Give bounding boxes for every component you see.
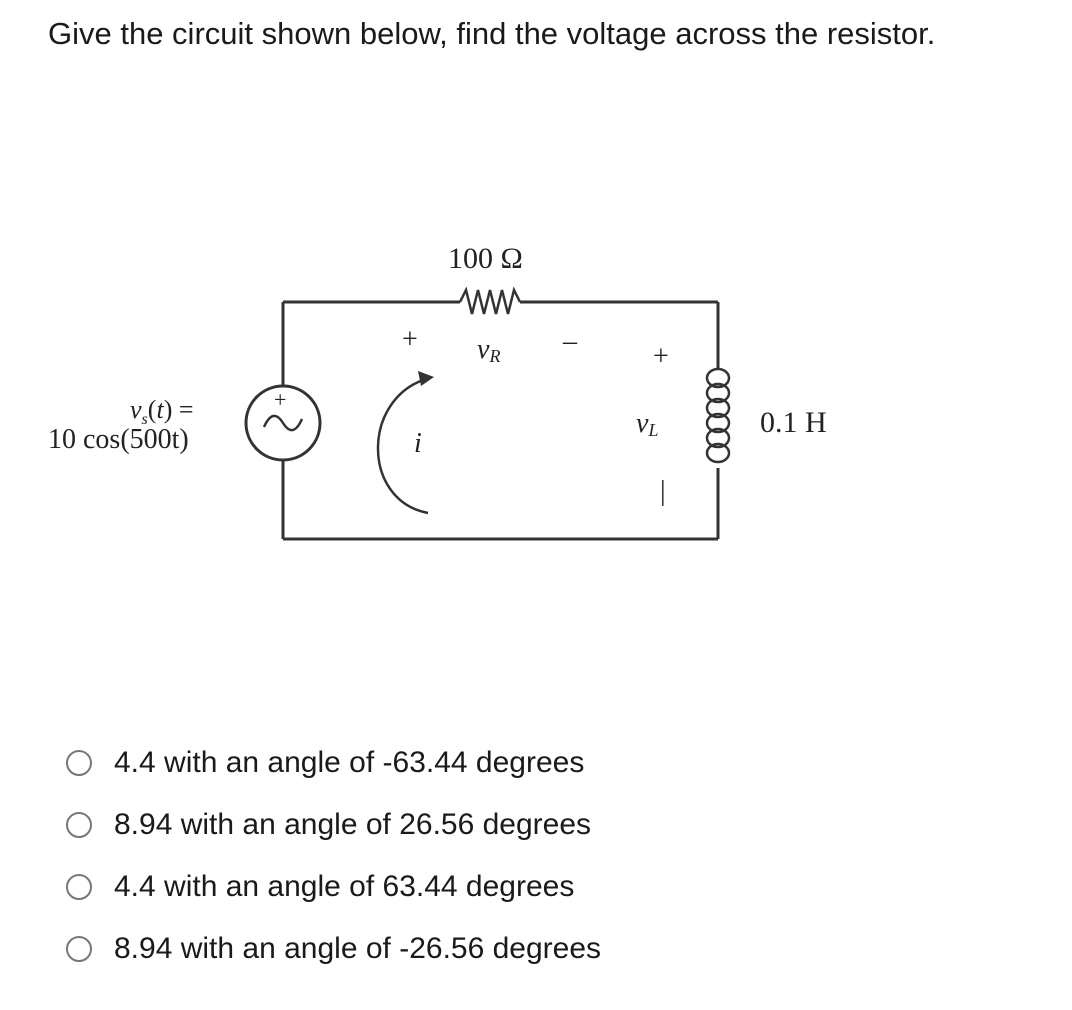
radio-button[interactable] xyxy=(66,812,92,838)
vl-minus-sign: | xyxy=(660,476,666,507)
question-text: Give the circuit shown below, find the voltage across the resistor. xyxy=(48,16,936,51)
radio-button[interactable] xyxy=(66,874,92,900)
radio-button[interactable] xyxy=(66,750,92,776)
inductor-value-label: 0.1 H xyxy=(760,406,827,439)
ac-voltage-source xyxy=(246,386,320,460)
answer-option[interactable] xyxy=(66,918,601,980)
source-plus-sign: + xyxy=(274,387,287,412)
source-label-line1: $v_s(t)$ = xyxy=(130,395,194,428)
answer-option[interactable] xyxy=(66,856,601,918)
answer-option-label: 4.4 with an angle of -63.44 degrees xyxy=(114,746,585,779)
resistor-value-label: 100 Ω xyxy=(448,242,523,275)
answer-option-label: 4.4 with an angle of 63.44 degrees xyxy=(114,870,575,903)
current-arrow xyxy=(378,371,434,513)
answer-option-label: 8.94 with an angle of -26.56 degrees xyxy=(114,932,602,965)
source-label-line2: 10 cos(500t) xyxy=(48,424,189,455)
resistor-symbol xyxy=(460,290,520,314)
vr-label: vR xyxy=(477,334,501,366)
answer-options xyxy=(66,732,601,980)
vr-plus-sign: + xyxy=(402,324,418,355)
vl-plus-sign: + xyxy=(653,341,669,372)
answer-option[interactable] xyxy=(66,732,601,794)
vl-label: vL xyxy=(636,408,659,440)
current-label: i xyxy=(414,428,422,459)
answer-option[interactable] xyxy=(66,794,601,856)
answer-option-label: 8.94 with an angle of 26.56 degrees xyxy=(114,808,592,841)
vr-minus-sign: – xyxy=(563,326,577,357)
inductor-symbol xyxy=(707,369,729,462)
radio-button[interactable] xyxy=(66,936,92,962)
